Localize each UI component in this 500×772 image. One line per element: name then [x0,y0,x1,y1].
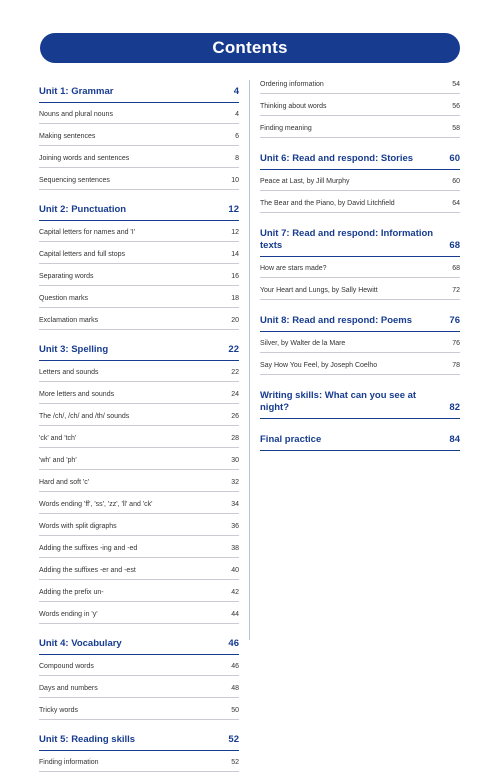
contents-entry [39,132,239,146]
contents-unit-heading [39,344,239,361]
contents-unit-heading [39,734,239,751]
contents-unit-heading [260,228,460,257]
page-number: 76 [452,340,460,347]
contents-entry [39,110,239,124]
page-number: 8 [235,155,239,162]
contents-entry [260,199,460,213]
column-divider [249,80,250,640]
contents-entry [260,80,460,94]
entry-title: Hard and soft 'c' [39,479,90,486]
page-number: 64 [452,200,460,207]
page-number: 28 [231,435,239,442]
contents-entry [39,684,239,698]
page-number: 58 [452,125,460,132]
entry-title: Making sentences [39,133,96,140]
entry-title: 'wh' and 'ph' [39,457,77,464]
page-number: 34 [231,501,239,508]
entry-title: Days and numbers [39,685,98,692]
page-number: 52 [228,734,239,745]
page-number: 76 [449,315,460,326]
contents-entry [260,361,460,375]
page-number: 38 [231,545,239,552]
contents-entry [39,250,239,264]
contents-unit-heading [39,638,239,655]
contents-entry [260,177,460,191]
page-number: 30 [231,457,239,464]
entry-title: Question marks [39,295,89,302]
contents-unit-heading [260,434,460,451]
page-number: 68 [449,240,460,251]
entry-title: The Bear and the Piano, by David Litchfield [260,200,395,207]
contents-entry [39,228,239,242]
contents-entry [39,566,239,580]
contents-entry [260,124,460,138]
entry-title: Nouns and plural nouns [39,111,113,118]
contents-entry [39,154,239,168]
contents-entry [39,412,239,426]
page-number: 42 [231,589,239,596]
page-number: 68 [452,265,460,272]
contents-left-column [39,78,239,772]
page-number: 6 [235,133,239,140]
contents-entry [39,368,239,382]
contents-entry [39,456,239,470]
page-number: 18 [231,295,239,302]
page-number: 32 [231,479,239,486]
entry-title: Adding the suffixes -ing and -ed [39,545,138,552]
page-number: 22 [228,344,239,355]
entry-title: 'ck' and 'tch' [39,435,77,442]
entry-title: Adding the prefix un- [39,589,104,596]
page-number: 52 [231,759,239,766]
page-number: 4 [235,111,239,118]
entry-title: Capital letters for names and 'I' [39,229,136,236]
contents-entry [39,500,239,514]
entry-title: Words ending in 'y' [39,611,98,618]
page-number: 12 [228,204,239,215]
contents-entry [39,316,239,330]
entry-title: Thinking about words [260,103,327,110]
entry-title: Compound words [39,663,94,670]
page-number: 24 [231,391,239,398]
page-title: Contents [212,38,288,57]
page-number: 54 [452,81,460,88]
entry-title: Separating words [39,273,94,280]
contents-entry [39,478,239,492]
unit-title: Unit 8: Read and respond: Poems [260,315,413,326]
entry-title: Joining words and sentences [39,155,130,162]
page-number: 60 [452,178,460,185]
unit-title: Unit 6: Read and respond: Stories [260,153,414,164]
page-number: 12 [231,229,239,236]
page-number: 82 [449,402,460,413]
contents-entry [39,758,239,772]
page-number: 20 [231,317,239,324]
entry-title: Tricky words [39,707,79,714]
unit-title: Unit 4: Vocabulary [39,638,122,649]
entry-title: Say How You Feel, by Joseph Coelho [260,362,378,369]
page-number: 16 [231,273,239,280]
unit-title: Unit 1: Grammar [39,86,114,97]
page-number: 44 [231,611,239,618]
contents-entry [260,102,460,116]
unit-title: Writing skills: What can you see at night? [260,390,417,413]
contents-unit-heading [39,204,239,221]
contents-entry [39,610,239,624]
page-number: 60 [449,153,460,164]
page-number: 72 [452,287,460,294]
contents-entry [39,272,239,286]
entry-title: Words with split digraphs [39,523,117,530]
unit-title: Unit 2: Punctuation [39,204,127,215]
page-number: 46 [231,663,239,670]
entry-title: Sequencing sentences [39,177,110,184]
page-number: 4 [233,86,239,97]
contents-entry [39,662,239,676]
contents-entry [39,522,239,536]
page-number: 36 [231,523,239,530]
page-number: 26 [231,413,239,420]
contents-entry [39,390,239,404]
contents-entry [39,544,239,558]
page-number: 50 [231,707,239,714]
unit-title: Unit 3: Spelling [39,344,109,355]
entry-title: Silver, by Walter de la Mare [260,340,346,347]
contents-entry [39,588,239,602]
entry-title: More letters and sounds [39,391,115,398]
contents-unit-heading [260,315,460,332]
page-number: 84 [449,434,460,445]
page-number: 14 [231,251,239,258]
contents-entry [260,286,460,300]
unit-title: Unit 7: Read and respond: Information texts [260,228,434,251]
entry-title: Adding the suffixes -er and -est [39,567,136,574]
contents-unit-heading [39,86,239,103]
contents-entry [39,176,239,190]
contents-banner [40,33,460,63]
entry-title: The /ch/, /ch/ and /th/ sounds [39,413,130,420]
entry-title: Finding information [39,759,99,766]
contents-entry [39,434,239,448]
entry-title: Words ending 'ff', 'ss', 'zz', 'll' and 'ck' [39,501,153,508]
entry-title: Finding meaning [260,125,312,132]
entry-title: Your Heart and Lungs, by Sally Hewitt [260,287,378,294]
entry-title: Peace at Last, by Jill Murphy [260,178,350,185]
page-number: 48 [231,685,239,692]
unit-title: Unit 5: Reading skills [39,734,136,745]
entry-title: Capital letters and full stops [39,251,125,258]
contents-entry [39,706,239,720]
entry-title: Letters and sounds [39,369,99,376]
page-number: 56 [452,103,460,110]
contents-right-column [260,78,460,451]
page-number: 40 [231,567,239,574]
page-number: 78 [452,362,460,369]
contents-entry [260,339,460,353]
contents-entry [39,294,239,308]
entry-title: Ordering information [260,81,324,88]
contents-unit-heading [260,390,460,419]
page-number: 10 [231,177,239,184]
contents-entry [260,264,460,278]
unit-title: Final practice [260,434,322,445]
entry-title: How are stars made? [260,265,327,272]
page-number: 22 [231,369,239,376]
entry-title: Exclamation marks [39,317,99,324]
contents-unit-heading [260,153,460,170]
page-number: 46 [228,638,239,649]
